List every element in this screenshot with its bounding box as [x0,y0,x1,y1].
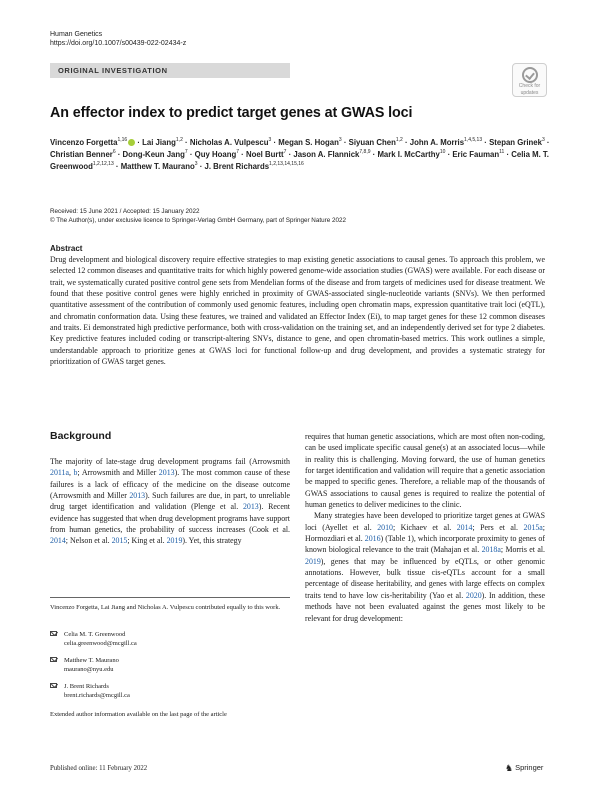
text-run: ; Kichaev et al. [392,522,457,532]
text-run: Many strategies have been developed to prioritize target genes at GWAS loci (Ayellet et al. [305,511,545,532]
author-affiliation: 1,2 [395,137,403,143]
author-name[interactable]: Mark I. McCarthy [377,150,440,160]
envelope-icon [50,631,57,636]
background-paragraph-2 [305,431,545,510]
corresponding-author [50,682,290,700]
background-column-2 [305,431,545,624]
author-affiliation: 3 [194,161,198,168]
text-run: ). Recent evidence has suggested that when drug development programs have support from human genetics, the probability of success increases (Cook et al. [50,502,290,535]
article-dates [50,207,550,225]
footnote-divider [50,597,290,598]
author-name[interactable]: John A. Morris [409,138,465,147]
citation-link[interactable]: 2013 [129,491,146,501]
citation-link[interactable]: 2014 [50,536,66,546]
author-affiliation: 3 [338,137,342,143]
publisher-logo[interactable] [505,763,543,774]
copyright-line: © The Author(s), under exclusive licence to Springer-Verlag GmbH Germany, part of Springer Nature 2022 [50,217,346,224]
citation-link[interactable]: 2014 [456,522,473,532]
background-column-1 [50,456,290,547]
background-paragraph-1 [50,456,290,547]
author-affiliation: 7,8,9 [359,149,371,156]
article-type-banner [50,63,290,78]
author-name[interactable]: Jason A. Flannick [293,150,360,160]
text-run: requires that human genetic associations, which are most often non-coding, can be used implicate specific causal gene(s) at an associated locus—while in reality this is challenging. Moving forward, the use of human genetics for target identification and validation will require that a genetic association be mapped to specific genes. Therefore, a reliable map of the thousands of GWAS associations to causal genes is required to realize the potential of human genetics to deliver medicines to the clinic. [305,432,545,510]
badge-text-2: updates [520,89,539,96]
author-name[interactable]: Noel Burtt [245,150,284,160]
published-online: Published online: 11 February 2022 [50,765,148,772]
author-affiliation: 7 [184,149,188,156]
extended-info-note: Extended author information available on the last page of the article [50,711,227,718]
citation-link[interactable]: 2010 [377,522,393,532]
article-title: An effector index to predict target genes at GWAS loci [50,105,413,121]
corresponding-name: J. Brent Richards [64,683,109,690]
author-name[interactable]: Quy Hoang [194,150,237,160]
text-run: ). In addition, these methods have not been evaluated against the genes most likely to be relevant for drug development: [305,590,545,623]
text-run: ). The most common cause of these failures is a lack of efficacy of the medicine on the disease outcome (Arrowsmith and Miller [50,468,290,501]
text-run: ). Yet, this strategy [182,536,242,546]
author-name[interactable]: J. Brent Richards [204,162,270,172]
citation-link[interactable]: 2013 [158,468,175,478]
corresponding-name: Celia M. T. Greenwood [64,631,126,638]
text-run: Arrowsmith [251,457,290,466]
publisher-name: Springer [515,763,544,772]
corresponding-author [50,656,290,674]
corresponding-author [50,630,290,648]
check-for-updates-badge[interactable] [512,63,547,97]
citation-link[interactable]: 2019 [305,556,321,566]
article-type: ORIGINAL INVESTIGATION [58,66,168,75]
corresponding-email[interactable]: brent.richards@mcgill.ca [64,692,130,699]
author-affiliation: 3 [268,137,272,143]
doi-link[interactable]: https://doi.org/10.1007/s00439-022-02434-z [50,40,187,47]
text-run: ; King et al. [127,536,167,546]
author-affiliation: 7 [236,149,240,156]
author-affiliation: 7 [283,149,287,156]
text-run: The majority of late-stage drug development programs fail ( [50,457,252,466]
corresponding-email[interactable]: celia.greenwood@mcgill.ca [64,640,137,647]
abstract-text: Drug development and biological discovery require effective strategies to map existing genetic associations to causal genes. To approach this problem, we selected 12 common diseases and quantitative traits for which highly powered genome-wide association studies (GWAS) were available. For each disease or trait, we systematically curated positive control gene sets from Mendelian forms of the disease and from targets of medicines used for disease treatment. We found that these positive control genes were highly enriched in proximity of GWAS-associated single-nucleotide variants (SNVs). We then performed quantitative assessment of the contribution of commonly used genomic features, including open chromatin maps, expression quantitative trait loci (eQTL), and chromatin conformation data. Using these features, we trained and validated an Effector Index (Ei), to map target genes for these 12 common diseases and traits. Ei demonstrated high predictive performance, both with cross-validation on the training set, and an independently derived set for type 2 diabetes. Key predictive features included coding or transcript-altering SNVs, distance to gene, and open chromatin-based metrics. This work outlines a simple, understandable approach to prioritize genes at GWAS loci for functional follow-up and drug development, and provides a systematic strategy for prioritization of GWAS target genes. [50,255,545,367]
author-list: Vincenzo Forgetta$^{1,16}$ · Lai Jiang$^{1,2}$ · Nicholas A. Vulpescu$^3$ · Megan S. Hogan$^3$ · Siyuan Chen$^{1,2}$ · John A. Morris$^{1,4,5,13}$ · Stepan Grinek$^3$ · Christian Benner$^6$ · Dong-Keun Jang$^7$ · Quy Hoang$^7$ · Noel Burtt$^7$ · Jason A. Flannick$^{7,8,9}$ · Mark I. McCarthy$^{10}$ · Eric Fauman$^{11}$ · Celia M. T. Greenwood$^{1,2,12,13}$ · Matthew T. Maurano$^3$ · J. Brent Richards$^{1,2,13,14,15,16}$ [50,137,550,172]
author-affiliation: 1,2,13,14,15,16 [269,161,304,168]
author-name[interactable]: Nicholas A. Vulpescu [189,138,269,147]
background-paragraph-3 [305,510,545,623]
author-affiliation: 3 [541,137,545,143]
text-run: ). Such failures are due, in part, to unreliable drug target identification and validation (Plenge et al. [50,491,290,512]
author-name[interactable]: Stepan Grinek [489,138,542,147]
citation-link[interactable]: b [73,468,78,478]
check-updates-icon [522,67,538,83]
corresponding-name: Matthew T. Maurano [64,657,119,664]
text-run: ; Arrowsmith and Miller [77,468,159,478]
author-name[interactable]: Vincenzo Forgetta [50,138,118,147]
citation-link[interactable]: 2018a [481,545,501,555]
text-run: ), genes that may be influenced by eQTLs, or other genomic annotations. However, bulk tissue cis-eQTLs account for a small percentage of disease heritability, and genes with large effects on complex traits tend to have low cis-heritability (Yao et al. [305,556,545,600]
citation-link[interactable]: 2015a [523,522,543,532]
author-affiliation: 11 [499,149,505,156]
author-name[interactable]: Matthew T. Maurano [120,162,195,172]
text-run: , [69,468,74,478]
springer-horse-icon: ♞ [505,763,514,773]
envelope-icon [50,657,57,662]
citation-link[interactable]: 2011a [50,468,69,478]
author-affiliation: 6 [112,149,116,156]
author-affiliation: 1,2,12,13 [92,161,114,168]
envelope-icon [50,683,57,688]
equal-contribution-note: Vincenzo Forgetta, Lai Jiang and Nicholas A. Vulpescu contributed equally to this work. [50,604,281,611]
citation-link[interactable]: 2016 [364,534,381,544]
text-run: ; Morris et al. [500,545,546,555]
citation-link[interactable]: 2020 [465,590,482,600]
background-heading: Background [50,430,112,442]
author-affiliation: 1,4,5,13 [464,137,483,143]
author-affiliation: 1,16 [117,137,128,143]
author-name[interactable]: Dong-Keun Jang [122,150,185,160]
citation-link[interactable]: 2019 [166,536,183,546]
orcid-icon[interactable] [128,139,135,146]
author-name[interactable]: Siyuan Chen [348,138,396,147]
corresponding-email[interactable]: maurano@nyu.edu [64,666,114,673]
author-name[interactable]: Eric Fauman [452,150,500,160]
text-run: ; Pers et al. [472,522,524,532]
badge-text-1: Check for [518,83,541,89]
received-accepted: Received: 15 June 2021 / Accepted: 15 January 2022 [50,208,200,215]
author-name[interactable]: Christian Benner [50,150,113,160]
citation-link[interactable]: 2013 [242,502,259,512]
author-affiliation: 1,2 [175,137,183,143]
author-affiliation: 10 [439,149,446,156]
journal-header [50,30,186,48]
journal-name: Human Genetics [50,31,103,38]
text-run: ) (Table 1), which incorporate proximity to genes of known biological relevance to the trait (Mahajan et al. [305,534,545,555]
citation-link[interactable]: 2015 [111,536,128,546]
author-name[interactable]: Lai Jiang [142,138,176,147]
text-run: ; Nelson et al. [65,536,112,546]
abstract-heading: Abstract [50,244,83,253]
text-run: ; Hormozdiari et al. [305,522,545,544]
author-name[interactable]: Celia M. T. Greenwood [50,150,549,172]
author-name[interactable]: Megan S. Hogan [278,138,339,147]
